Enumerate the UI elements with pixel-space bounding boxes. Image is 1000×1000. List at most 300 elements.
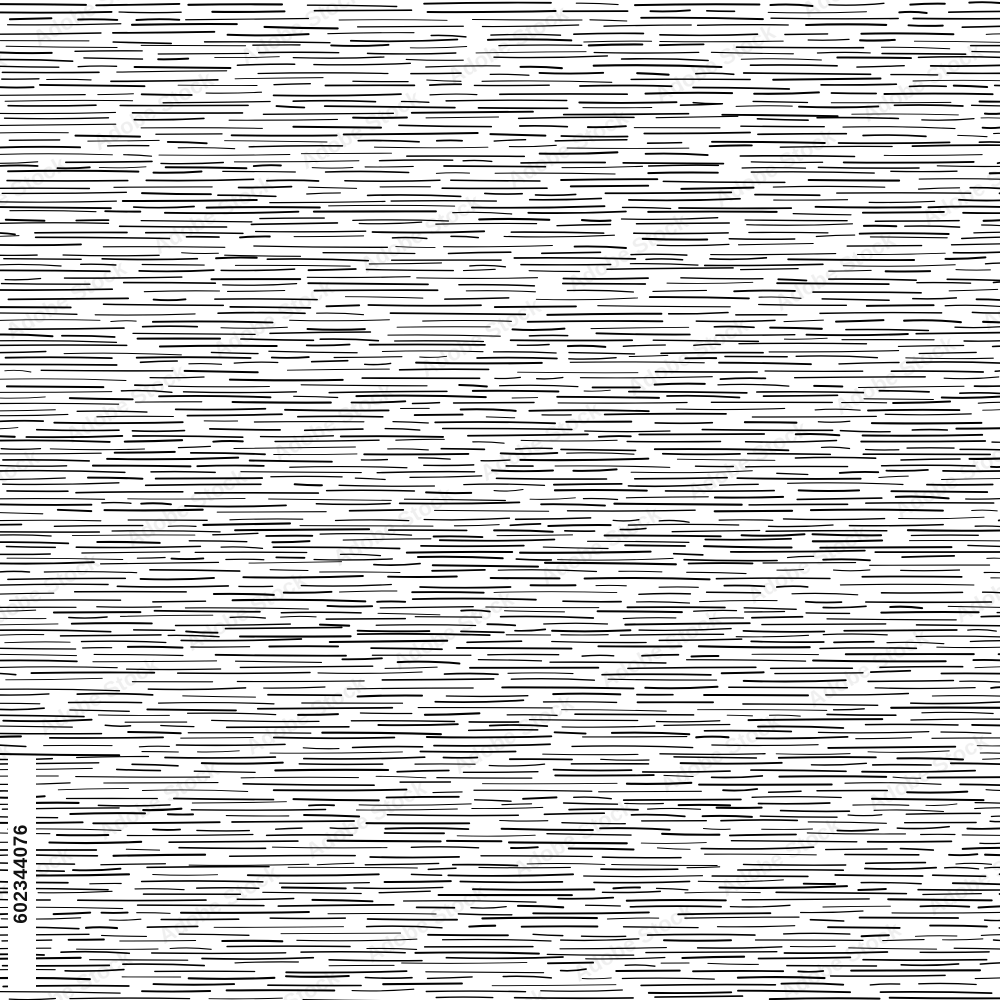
hatch-stroke xyxy=(637,73,668,75)
hatch-stroke xyxy=(866,863,926,864)
hatch-stroke xyxy=(308,283,428,284)
hatch-stroke xyxy=(281,612,361,613)
hatch-stroke xyxy=(660,34,758,35)
hatch-stroke xyxy=(849,525,943,526)
hatch-stroke xyxy=(236,661,322,662)
hatch-stroke xyxy=(580,85,672,86)
hatch-stroke xyxy=(329,205,455,206)
hatch-stroke xyxy=(225,255,301,256)
hatch-stroke xyxy=(402,101,429,102)
hatch-stroke xyxy=(852,114,959,115)
hatch-stroke xyxy=(653,290,707,291)
hatch-stroke xyxy=(667,396,740,398)
hatch-stroke xyxy=(3,483,119,485)
hatch-stroke xyxy=(547,834,631,835)
hatch-stroke xyxy=(293,57,384,58)
hatch-stroke xyxy=(759,957,851,958)
hatch-stroke xyxy=(495,306,576,307)
hatch-stroke xyxy=(863,435,983,436)
hatch-stroke xyxy=(489,764,544,766)
hatch-stroke xyxy=(832,93,877,94)
hatch-stroke xyxy=(584,41,652,42)
hatch-stroke xyxy=(407,552,512,553)
hatch-stroke xyxy=(779,757,876,758)
hatch-stroke xyxy=(698,25,789,26)
hatch-stroke xyxy=(788,483,903,485)
hatch-stroke xyxy=(304,815,359,817)
hatch-stroke xyxy=(188,4,282,5)
hatch-stroke xyxy=(433,792,462,793)
hatch-stroke xyxy=(36,237,170,238)
hatch-stroke xyxy=(497,535,573,536)
hatch-stroke xyxy=(625,965,655,966)
hatch-stroke xyxy=(758,726,843,728)
hatch-stroke xyxy=(111,80,218,82)
hatch-stroke xyxy=(154,172,202,173)
hatch-stroke xyxy=(132,764,178,766)
hatch-stroke xyxy=(627,900,726,901)
hatch-stroke xyxy=(235,265,350,266)
hatch-stroke xyxy=(694,610,737,611)
hatch-stroke xyxy=(0,244,81,245)
hatch-stroke xyxy=(358,141,419,142)
hatch-stroke xyxy=(81,264,116,265)
hatch-stroke xyxy=(340,554,380,555)
hatch-stroke xyxy=(687,572,746,573)
hatch-stroke xyxy=(82,552,180,553)
hatch-stroke xyxy=(148,688,245,690)
hatch-stroke xyxy=(327,490,415,491)
hatch-stroke xyxy=(569,358,616,359)
hatch-stroke xyxy=(482,918,597,919)
hatch-stroke xyxy=(837,57,911,58)
hatch-stroke xyxy=(76,492,183,493)
hatch-stroke xyxy=(952,244,1000,245)
hatch-stroke xyxy=(880,667,963,668)
hatch-stroke xyxy=(630,264,698,265)
hatch-stroke xyxy=(359,222,422,224)
hatch-stroke xyxy=(0,87,34,88)
hatch-stroke xyxy=(159,396,270,397)
hatch-stroke xyxy=(494,490,523,492)
stock-id-text: 602344076 xyxy=(11,824,33,924)
hatch-stroke xyxy=(589,44,643,45)
hatch-stroke xyxy=(868,751,949,752)
hatch-stroke xyxy=(631,254,687,255)
hatch-stroke xyxy=(2,192,126,193)
hatch-stroke xyxy=(770,328,822,329)
hatch-stroke xyxy=(0,132,68,133)
hatch-stroke xyxy=(377,472,474,473)
hatch-stroke xyxy=(487,624,515,625)
hatch-stroke xyxy=(949,11,1000,12)
hatch-stroke xyxy=(494,352,556,353)
hatch-stroke xyxy=(206,92,261,93)
hatch-stroke xyxy=(494,56,607,58)
hatch-stroke xyxy=(347,688,473,689)
hatch-stroke xyxy=(537,378,563,379)
hatch-stroke xyxy=(759,803,830,804)
hatch-stroke xyxy=(320,625,349,626)
hatch-stroke xyxy=(6,547,55,548)
hatch-stroke xyxy=(913,80,1000,81)
hatch-stroke xyxy=(0,660,77,661)
hatch-stroke xyxy=(737,478,860,479)
hatch-stroke xyxy=(980,753,1000,754)
hatch-stroke xyxy=(107,458,238,460)
hatch-stroke xyxy=(412,874,442,875)
hatch-stroke xyxy=(612,733,689,735)
hatch-stroke xyxy=(154,299,186,300)
hatch-stroke xyxy=(655,384,705,385)
hatch-stroke xyxy=(225,141,327,142)
hatch-stroke xyxy=(277,106,305,107)
hatch-stroke xyxy=(153,321,273,322)
hatch-stroke xyxy=(753,101,807,102)
hatch-stroke xyxy=(8,24,121,25)
hatch-stroke xyxy=(213,533,258,535)
hatch-stroke xyxy=(482,81,612,82)
hatch-stroke xyxy=(639,629,731,631)
hatch-stroke xyxy=(64,353,181,355)
hatch-stroke xyxy=(218,313,305,314)
hatch-stroke xyxy=(153,829,180,830)
hatch-stroke xyxy=(8,298,128,299)
hatch-stroke xyxy=(97,607,162,608)
hatch-stroke xyxy=(514,258,635,259)
hatch-stroke xyxy=(28,855,98,856)
hatch-stroke xyxy=(186,631,217,632)
hatch-stroke xyxy=(741,126,824,127)
hatch-stroke xyxy=(330,828,358,829)
hatch-stroke xyxy=(214,594,274,595)
hatch-stroke xyxy=(412,112,533,113)
hatch-stroke xyxy=(50,449,144,450)
hatch-stroke xyxy=(773,186,885,187)
hatch-stroke xyxy=(6,357,112,358)
hatch-stroke xyxy=(696,73,734,74)
hatch-stroke xyxy=(922,119,974,121)
hatch-stroke xyxy=(90,960,188,961)
hatch-stroke xyxy=(613,887,640,888)
hatch-stroke xyxy=(875,221,959,222)
hatch-stroke xyxy=(70,813,145,814)
hatch-stroke xyxy=(770,715,801,716)
hatch-stroke xyxy=(845,783,941,785)
hatch-stroke xyxy=(813,541,882,542)
hatch-stroke xyxy=(203,523,290,525)
hatch-stroke xyxy=(719,363,811,365)
hatch-stroke xyxy=(365,166,413,167)
hatch-stroke xyxy=(864,399,933,400)
hatch-stroke xyxy=(312,900,372,901)
hatch-stroke xyxy=(653,340,758,341)
hatch-stroke xyxy=(623,345,665,346)
hatch-stroke xyxy=(779,776,886,777)
hatch-stroke xyxy=(662,834,719,835)
hatch-stroke xyxy=(461,610,490,611)
hatch-stroke xyxy=(637,223,730,224)
hatch-stroke xyxy=(0,618,46,619)
hatch-stroke xyxy=(317,863,354,865)
hatch-stroke xyxy=(241,339,314,340)
hatch-stroke xyxy=(161,163,223,164)
hatch-stroke xyxy=(426,972,544,973)
hatch-stroke xyxy=(705,731,792,732)
hatch-stroke xyxy=(509,145,556,146)
hatch-stroke xyxy=(419,458,451,459)
hatch-stroke xyxy=(351,40,458,42)
hatch-stroke xyxy=(963,848,1000,849)
hatch-stroke xyxy=(492,985,616,986)
hatch-stroke xyxy=(908,530,1000,531)
hatch-stroke xyxy=(371,648,442,649)
hatch-stroke xyxy=(272,847,387,848)
hatch-stroke xyxy=(874,810,943,812)
hatch-stroke xyxy=(975,808,1000,809)
hatch-stroke xyxy=(634,233,728,234)
hatch-stroke xyxy=(659,520,689,522)
hatch-stroke xyxy=(983,409,1000,410)
hatch-stroke xyxy=(0,708,44,709)
hatch-stroke xyxy=(411,73,461,74)
hatch-stroke xyxy=(563,278,648,279)
hatch-stroke xyxy=(715,497,783,498)
hatch-stroke xyxy=(602,857,681,858)
hatch-stroke xyxy=(31,672,154,673)
hatch-stroke xyxy=(123,964,204,966)
hatch-stroke xyxy=(308,5,397,6)
hatch-stroke xyxy=(529,410,649,411)
hatch-stroke xyxy=(153,875,218,876)
hatch-stroke xyxy=(942,396,1000,398)
hatch-stroke xyxy=(192,802,286,803)
hatch-stroke xyxy=(834,570,870,571)
hatch-stroke xyxy=(518,906,563,907)
hatch-stroke xyxy=(435,510,549,511)
hatch-stroke xyxy=(840,431,890,432)
hatch-stroke xyxy=(77,694,152,695)
hatch-stroke xyxy=(117,769,161,770)
hatch-stroke xyxy=(397,771,449,772)
hatch-stroke xyxy=(962,26,1000,27)
hatch-stroke xyxy=(0,689,120,691)
hatch-stroke xyxy=(156,478,262,479)
hatch-stroke xyxy=(646,93,733,94)
hatch-stroke xyxy=(620,529,646,530)
hatch-stroke xyxy=(731,551,865,552)
hatch-stroke xyxy=(500,821,548,822)
hatch-stroke xyxy=(0,584,108,585)
hatch-stroke xyxy=(664,775,693,776)
hatch-stroke xyxy=(926,804,957,806)
hatch-stroke xyxy=(181,912,309,913)
hatch-stroke xyxy=(677,459,775,460)
hatch-stroke xyxy=(554,770,632,771)
hatch-stroke xyxy=(564,114,689,115)
hatch-stroke xyxy=(594,881,690,882)
hatch-stroke xyxy=(613,520,639,521)
hatch-stroke xyxy=(270,752,403,753)
hatch-stroke xyxy=(237,64,294,65)
hatch-stroke xyxy=(170,948,211,949)
hatch-stroke xyxy=(793,214,851,215)
hatch-stroke xyxy=(848,815,882,816)
hatch-stroke xyxy=(776,754,850,755)
hatch-stroke xyxy=(336,520,409,521)
hatch-stroke xyxy=(261,436,334,437)
hatch-stroke xyxy=(687,867,720,868)
hatch-stroke xyxy=(899,12,926,13)
hatch-stroke xyxy=(328,913,436,914)
hatch-stroke xyxy=(540,152,618,153)
hatch-stroke xyxy=(933,875,986,876)
hatch-stroke xyxy=(862,771,975,772)
hatch-stroke xyxy=(413,403,440,404)
hatch-stroke xyxy=(498,570,596,572)
hatch-stroke xyxy=(795,457,875,458)
hatch-stroke xyxy=(497,478,607,479)
hatch-stroke xyxy=(747,224,853,225)
hatch-stroke xyxy=(704,546,792,547)
hatch-stroke xyxy=(981,118,1000,119)
hatch-stroke xyxy=(672,531,759,532)
hatch-stroke xyxy=(218,195,276,196)
hatch-stroke xyxy=(576,3,618,4)
hatch-stroke xyxy=(273,547,399,548)
hatch-stroke xyxy=(515,629,545,630)
hatch-stroke xyxy=(588,126,626,127)
hatch-stroke xyxy=(184,392,297,393)
hatch-stroke xyxy=(941,732,991,733)
hatch-stroke xyxy=(723,789,757,791)
hatch-stroke xyxy=(643,239,708,240)
hatch-stroke xyxy=(251,223,337,225)
hatch-stroke xyxy=(584,390,610,391)
hatch-stroke xyxy=(343,539,431,540)
hatch-stroke xyxy=(705,264,823,265)
hatch-stroke xyxy=(0,341,117,343)
hatch-stroke xyxy=(502,687,633,688)
hatch-stroke xyxy=(356,396,485,397)
hatch-stroke xyxy=(541,504,605,505)
hatch-stroke xyxy=(679,805,731,806)
hatch-stroke xyxy=(412,592,484,593)
hatch-stroke xyxy=(163,102,270,103)
hatch-stroke xyxy=(345,297,423,298)
hatch-stroke xyxy=(550,662,666,663)
hatch-stroke xyxy=(552,630,630,631)
hatch-stroke xyxy=(202,763,283,764)
hatch-stroke xyxy=(378,613,440,615)
hatch-stroke xyxy=(268,695,341,696)
hatch-stroke xyxy=(400,369,489,370)
hatch-stroke xyxy=(312,361,348,362)
hatch-stroke xyxy=(521,440,617,441)
hatch-stroke xyxy=(0,264,61,266)
hatch-stroke xyxy=(198,751,240,752)
hatch-stroke xyxy=(137,558,165,559)
hatch-stroke xyxy=(486,417,514,418)
hatch-stroke xyxy=(115,452,175,453)
hatch-stroke xyxy=(461,631,504,632)
hatch-stroke xyxy=(745,220,847,221)
hatch-stroke xyxy=(983,126,1000,128)
hatch-stroke xyxy=(426,117,499,118)
hatch-stroke xyxy=(492,470,553,471)
hatch-stroke xyxy=(607,268,733,269)
hatch-stroke xyxy=(928,777,1000,778)
hatch-stroke xyxy=(594,65,722,67)
hatch-stroke xyxy=(26,436,122,437)
hatch-stroke xyxy=(178,446,210,447)
hatch-stroke xyxy=(102,503,131,504)
hatch-stroke xyxy=(10,18,52,19)
hatch-stroke xyxy=(820,313,942,314)
hatch-stroke xyxy=(309,269,356,270)
hatch-stroke xyxy=(708,963,759,964)
hatch-stroke xyxy=(944,377,999,379)
hatch-stroke xyxy=(857,66,904,67)
hatch-stroke xyxy=(981,935,1000,936)
hatch-stroke xyxy=(945,867,979,868)
hatch-stroke xyxy=(4,259,81,260)
hatch-stroke xyxy=(364,454,468,455)
hatch-stroke xyxy=(191,453,265,454)
hatch-stroke xyxy=(461,409,516,411)
hatch-stroke xyxy=(139,746,169,747)
hatch-stroke xyxy=(301,952,405,953)
hatch-stroke xyxy=(960,449,1000,450)
hatch-stroke xyxy=(481,460,510,461)
hatch-stroke xyxy=(146,233,243,234)
hatch-stroke xyxy=(792,593,858,594)
hatch-stroke xyxy=(436,997,493,998)
hatch-stroke xyxy=(620,634,723,635)
hatch-stroke xyxy=(812,763,867,765)
hatch-stroke xyxy=(720,378,765,379)
hatch-stroke xyxy=(623,618,676,619)
hatch-stroke xyxy=(564,803,618,804)
hatch-stroke xyxy=(891,491,987,492)
hatch-stroke xyxy=(586,905,621,906)
hatch-stroke xyxy=(318,672,422,673)
hatch-stroke xyxy=(424,3,551,4)
hatch-stroke xyxy=(875,688,975,689)
hatch-stroke xyxy=(176,409,266,410)
hatch-stroke xyxy=(0,648,76,649)
hatch-stroke xyxy=(511,679,594,680)
hatch-stroke xyxy=(228,291,285,292)
hatch-stroke xyxy=(446,957,563,958)
hatch-stroke xyxy=(766,531,887,532)
hatch-stroke xyxy=(856,738,912,739)
hatch-stroke xyxy=(93,822,220,823)
hatch-stroke xyxy=(868,681,953,682)
hatch-stroke xyxy=(0,754,119,755)
hatch-stroke xyxy=(320,534,412,535)
hatch-stroke xyxy=(354,887,443,888)
hatch-stroke xyxy=(0,453,101,454)
hatch-stroke xyxy=(47,79,91,80)
hatch-stroke xyxy=(50,737,163,738)
hatch-stroke xyxy=(599,791,702,792)
hatch-stroke xyxy=(983,322,1000,323)
hatch-stroke xyxy=(960,784,1000,785)
hatch-stroke xyxy=(890,607,922,608)
hatch-stroke xyxy=(328,33,414,34)
hatch-stroke xyxy=(78,66,117,67)
